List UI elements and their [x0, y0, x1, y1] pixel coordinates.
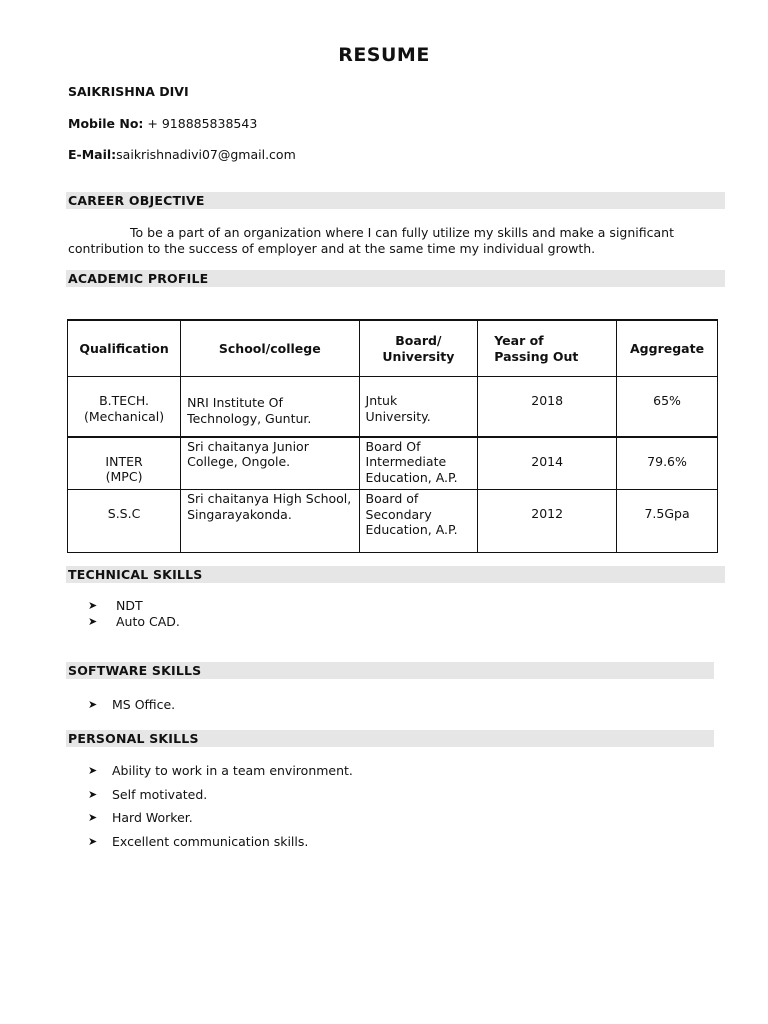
- cell-text: Sri chaitanya Junior College, Ongole.: [187, 438, 309, 469]
- table-row: [68, 437, 718, 490]
- cell-text: Board of Secondary Education, A.P.: [365, 491, 458, 537]
- cell-text: 65%: [653, 393, 681, 408]
- page-title: RESUME: [338, 44, 430, 66]
- table-row: [68, 490, 718, 553]
- software-skills-list: [88, 697, 175, 713]
- table-cell: [478, 490, 617, 553]
- column-header-text: Year of Passing Out: [494, 332, 579, 364]
- table-cell: [181, 490, 359, 553]
- list-item: [88, 810, 353, 826]
- list-item-text: Excellent communication skills.: [112, 833, 309, 849]
- column-header-text: Board/ University: [382, 332, 455, 364]
- list-item-text: Auto CAD.: [116, 614, 180, 629]
- cell-text: Sri chaitanya High School, Singarayakonda.: [187, 491, 352, 522]
- arrowhead-bullet-icon: ➤: [88, 787, 98, 801]
- list-item-text: MS Office.: [112, 697, 176, 712]
- table-cell: [617, 490, 718, 553]
- career-objective-heading: CAREER OBJECTIVE: [66, 192, 725, 209]
- email-value: saikrishnadivi07@gmail.com: [116, 147, 296, 162]
- table-row: [68, 377, 718, 437]
- cell-text: 2014: [531, 453, 564, 469]
- list-item: [88, 598, 180, 614]
- list-item-text: Hard Worker.: [112, 810, 193, 825]
- list-item-text: Ability to work in a team environment.: [112, 763, 353, 778]
- arrowhead-bullet-icon: ➤: [88, 834, 98, 848]
- cell-text: NRI Institute Of Technology, Guntur.: [187, 395, 312, 426]
- list-item: [88, 763, 353, 779]
- column-header: Qualification: [68, 320, 181, 377]
- table-cell: [478, 377, 617, 437]
- cell-text: 2012: [531, 506, 564, 521]
- table-cell: [478, 437, 617, 490]
- personal-skills-heading: PERSONAL SKILLS: [66, 730, 714, 747]
- table-cell: [68, 377, 181, 437]
- table-header-row: [68, 320, 718, 377]
- column-header: School/college: [181, 320, 359, 377]
- mobile-label: Mobile No:: [68, 116, 144, 131]
- arrowhead-bullet-icon: ➤: [88, 811, 98, 824]
- personal-skills-list: [88, 763, 353, 850]
- software-skills-heading: SOFTWARE SKILLS: [66, 662, 714, 679]
- table-cell: [68, 490, 181, 553]
- cell-text: S.S.C: [107, 506, 141, 521]
- arrowhead-bullet-icon: ➤: [88, 599, 98, 612]
- column-header: [359, 320, 478, 377]
- table-cell: [181, 437, 359, 490]
- cell-text: 79.6%: [647, 453, 687, 469]
- table-cell: [181, 377, 359, 437]
- column-header: [478, 320, 617, 377]
- cell-text: Board Of Intermediate Education, A.P.: [365, 438, 458, 485]
- technical-skills-heading: TECHNICAL SKILLS: [66, 566, 725, 583]
- table-cell: [359, 437, 478, 490]
- table-cell: [68, 437, 181, 490]
- email-line: [68, 147, 296, 162]
- career-objective-body: To be a part of an organization where I can fully utilize my skills and make a significant contribution to the success of employer and at the same time my individual growth.: [68, 225, 674, 256]
- list-item: [88, 787, 353, 803]
- technical-skills-list: [88, 598, 180, 630]
- list-item-text: Self motivated.: [112, 786, 208, 802]
- mobile-value: + 918885838543: [143, 116, 258, 131]
- cell-text: Jntuk University.: [365, 393, 431, 424]
- cell-text: 7.5Gpa: [644, 506, 690, 521]
- table-cell: [359, 377, 478, 437]
- column-header: Aggregate: [617, 320, 718, 377]
- career-objective-text: [68, 225, 728, 257]
- list-item-text: NDT: [116, 598, 143, 613]
- list-item: [88, 834, 353, 850]
- table-cell: [359, 490, 478, 553]
- arrowhead-bullet-icon: ➤: [88, 698, 98, 711]
- candidate-name: SAIKRISHNA DIVI: [68, 84, 189, 99]
- table-cell: [617, 377, 718, 437]
- mobile-line: [68, 116, 257, 131]
- cell-text: B.TECH. (Mechanical): [84, 393, 165, 424]
- academic-table: [67, 319, 718, 553]
- cell-text: INTER (MPC): [105, 453, 143, 484]
- table-cell: [617, 437, 718, 490]
- list-item: [88, 614, 180, 630]
- email-label: E-Mail:: [68, 147, 117, 162]
- academic-profile-heading: ACADEMIC PROFILE: [66, 270, 725, 287]
- arrowhead-bullet-icon: ➤: [88, 764, 98, 777]
- arrowhead-bullet-icon: ➤: [88, 615, 98, 628]
- cell-text: 2018: [531, 393, 564, 408]
- list-item: [88, 697, 175, 713]
